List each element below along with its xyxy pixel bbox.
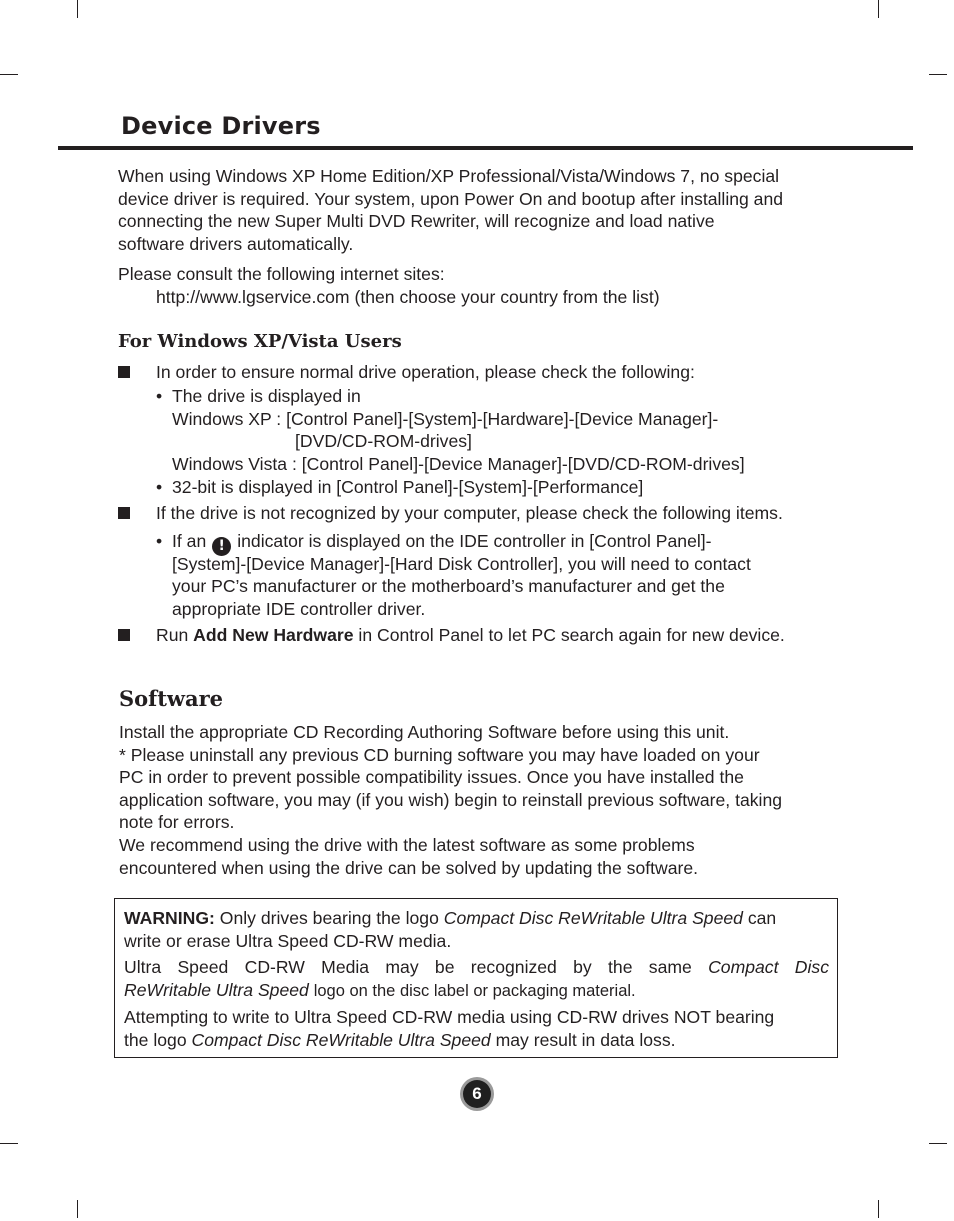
warning-text: Ultra Speed CD-RW Media may be recognized by the same: [124, 957, 692, 978]
intro-paragraph: [118, 165, 783, 255]
software-line: PC in order to prevent possible compatibility issues. Once you have installed the: [119, 767, 744, 788]
sub-bullet-line: [System]-[Device Manager]-[Hard Disk Controller], you will need to contact: [172, 554, 751, 574]
xp-bullet-1: In order to ensure normal drive operation, please check the following:: [156, 362, 695, 382]
xp-vista-heading: For Windows XP/Vista Users: [118, 331, 402, 352]
logo-name: Compact Disc: [708, 957, 829, 978]
crop-mark: [77, 1200, 78, 1218]
crop-mark: [77, 0, 78, 18]
crop-mark: [929, 74, 947, 75]
logo-name: ReWritable Ultra Speed: [124, 979, 309, 1000]
consult-text: Please consult the following internet sites:: [118, 264, 445, 284]
warning-text: can: [747, 908, 777, 928]
warning-text: logo on the disc label or packaging material.: [313, 981, 636, 1000]
page-number: 6: [463, 1080, 491, 1108]
xp-sub-bullet-1: The drive is displayed in: [172, 386, 361, 406]
software-line: We recommend using the drive with the latest software as some problems: [119, 834, 695, 855]
page-title: Device Drivers: [121, 112, 321, 140]
software-line: note for errors.: [119, 812, 235, 833]
warning-text: Attempting to write to Ultra Speed CD-RW media using CD-RW drives NOT bearing: [124, 1007, 775, 1028]
sub-bullet-line: appropriate IDE controller driver.: [172, 599, 426, 619]
xp-path-line: Windows XP : [Control Panel]-[System]-[Hardware]-[Device Manager]-: [172, 409, 719, 429]
warning-p2-line2: [124, 979, 829, 1003]
warning-label: WARNING:: [124, 908, 215, 928]
intro-line: connecting the new Super Multi DVD Rewriter, will recognize and load native: [118, 211, 715, 232]
bullet-square: [118, 507, 130, 519]
software-paragraph: [119, 721, 782, 879]
warning-p3-line2: [124, 1029, 829, 1052]
bullet-dot: •: [156, 531, 163, 551]
service-url[interactable]: http://www.lgservice.com (then choose your country from the list): [156, 287, 660, 307]
warning-p2-line1: [124, 956, 829, 979]
add-new-hardware-label: Add New Hardware: [193, 625, 354, 645]
crop-mark: [0, 1143, 18, 1144]
sub-bullet-text: If an: [172, 531, 207, 551]
xp-path-line: [DVD/CD-ROM-drives]: [295, 431, 472, 451]
crop-mark: [878, 1200, 879, 1218]
intro-line: When using Windows XP Home Edition/XP Professional/Vista/Windows 7, no special: [118, 166, 780, 186]
software-line: application software, you may (if you wish) begin to reinstall previous software, taking: [119, 789, 783, 810]
software-heading: Software: [119, 686, 224, 711]
intro-line: device driver is required. Your system, upon Power On and bootup after installing and: [118, 188, 784, 209]
warning-p1: [124, 907, 829, 930]
software-line: * Please uninstall any previous CD burning software you may have loaded on your: [119, 744, 760, 765]
bullet-dot: •: [156, 386, 163, 406]
bullet-square: [118, 366, 130, 378]
xp-sub-bullet-2: 32-bit is displayed in [Control Panel]-[System]-[Performance]: [172, 477, 644, 497]
page-number-badge: [460, 1077, 494, 1111]
sub-bullet-text: indicator is displayed on the IDE controller in [Control Panel]-: [237, 531, 712, 551]
vista-path-line: Windows Vista : [Control Panel]-[Device Manager]-[DVD/CD-ROM-drives]: [172, 454, 745, 474]
title-rule: [58, 146, 913, 150]
logo-name: Compact Disc ReWritable Ultra Speed: [191, 1029, 491, 1050]
intro-line: software drivers automatically.: [118, 233, 354, 254]
warning-box: [114, 898, 838, 1058]
warning-text: may result in data loss.: [495, 1029, 676, 1050]
bullet-text: in Control Panel to let PC search again for new device.: [358, 625, 785, 645]
warning-text: Only drives bearing the logo: [219, 908, 439, 928]
xp-bullet-3: [156, 624, 785, 647]
bullet-square: [118, 629, 130, 641]
crop-mark: [929, 1143, 947, 1144]
software-line: Install the appropriate CD Recording Authoring Software before using this unit.: [119, 722, 730, 742]
xp-bullet-2: If the drive is not recognized by your computer, please check the following items.: [156, 503, 783, 523]
bullet-text: Run: [156, 625, 189, 645]
software-line: encountered when using the drive can be solved by updating the software.: [119, 857, 699, 878]
sub-bullet-line: your PC’s manufacturer or the motherboard’s manufacturer and get the: [172, 576, 725, 596]
warning-text: write or erase Ultra Speed CD-RW media.: [124, 930, 452, 951]
bullet-dot: •: [156, 477, 163, 497]
warning-text: the logo: [124, 1029, 187, 1050]
exclamation-icon: !: [212, 537, 231, 556]
crop-mark: [878, 0, 879, 18]
logo-name: Compact Disc ReWritable Ultra Speed: [443, 908, 743, 928]
crop-mark: [0, 74, 18, 75]
